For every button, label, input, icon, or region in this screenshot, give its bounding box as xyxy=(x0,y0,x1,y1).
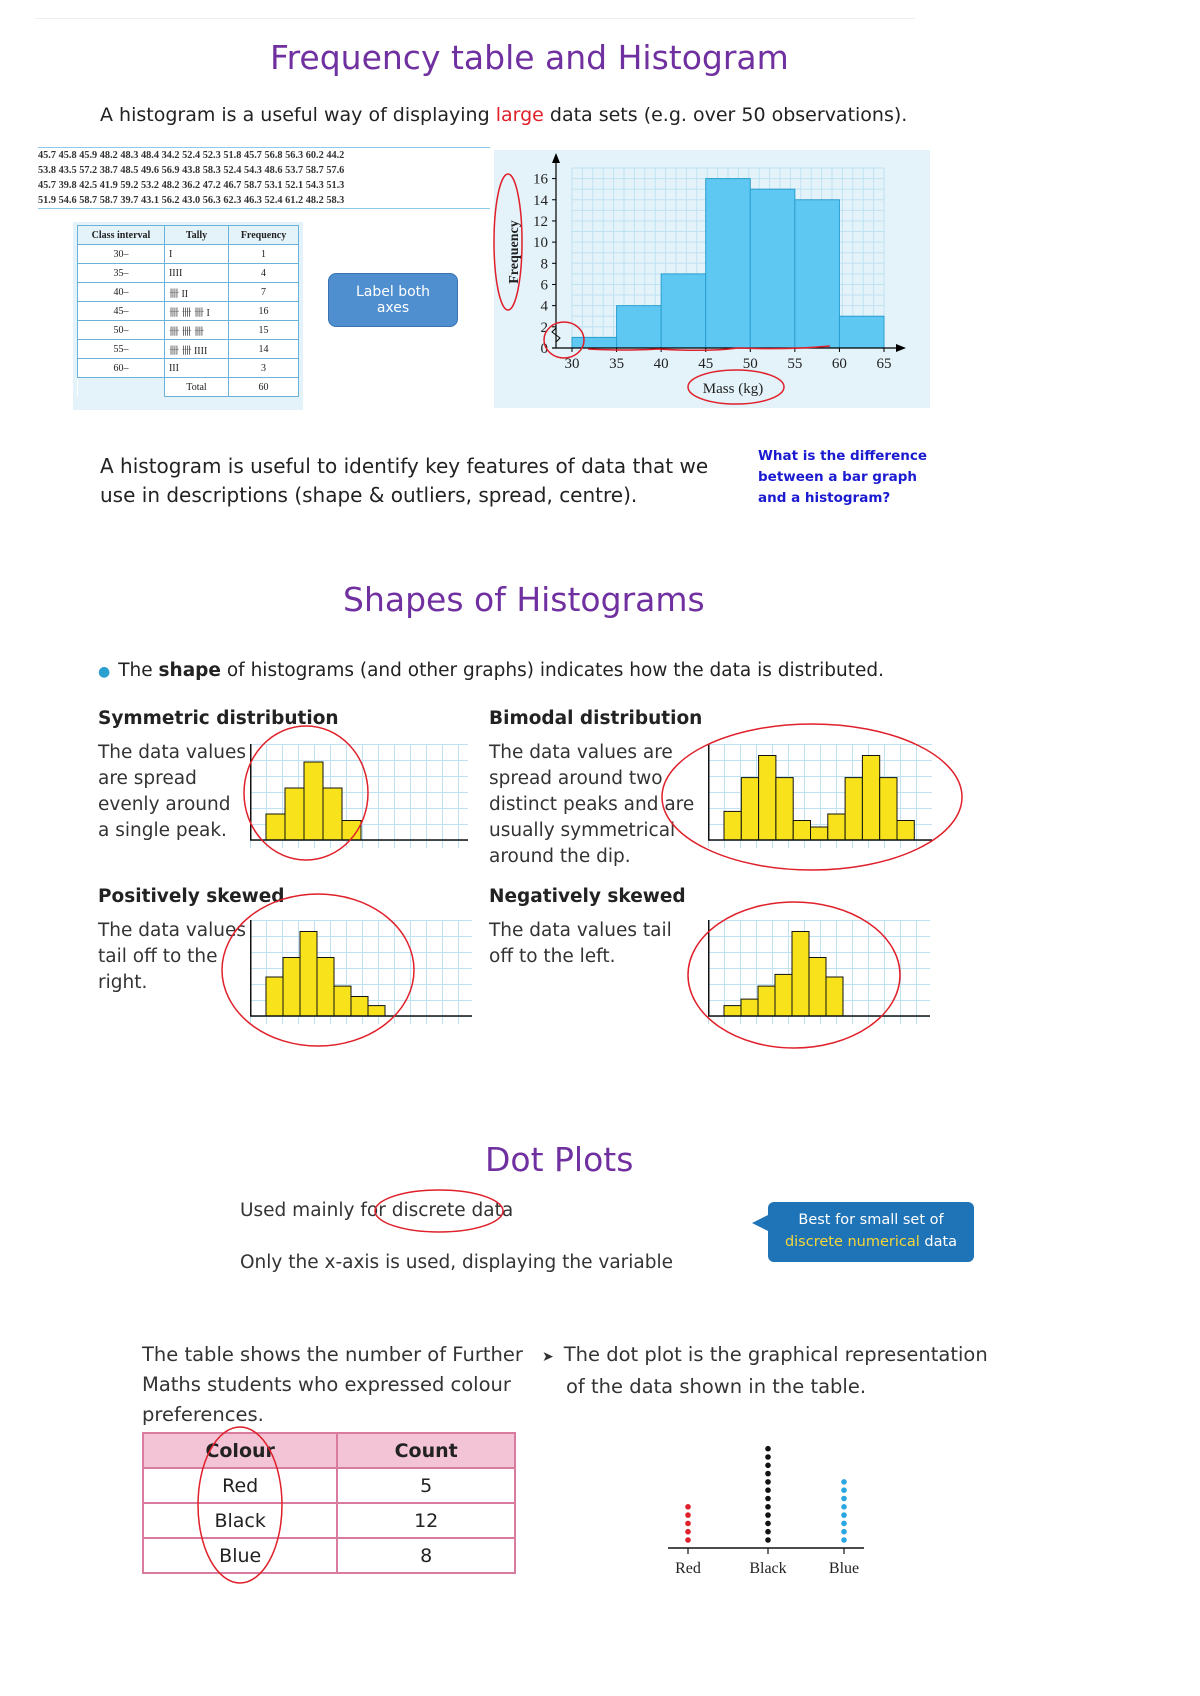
cell-frequency: 1 xyxy=(229,245,299,264)
histogram-bar xyxy=(811,827,828,840)
y-tick-label: 8 xyxy=(540,256,548,273)
y-axis-label: Frequency xyxy=(507,220,522,284)
dot xyxy=(685,1504,691,1510)
table-row xyxy=(78,245,299,264)
y-axis-arrow xyxy=(552,153,560,163)
cell-frequency: 3 xyxy=(229,359,299,378)
raw-data-row: 45.7 45.8 45.9 48.2 48.3 48.4 34.2 52.4 52.3 51.8 45.7 56.8 56.3 60.2 44.2 xyxy=(38,150,345,161)
cell-count: 8 xyxy=(337,1538,515,1573)
discrete-data-line xyxy=(240,1200,513,1221)
histogram-chart xyxy=(494,150,930,408)
table-row xyxy=(78,340,299,359)
x-tick-label: 30 xyxy=(564,356,580,372)
cell-tally: III xyxy=(164,359,228,378)
cell-frequency: 15 xyxy=(229,321,299,340)
x-tick-label: 65 xyxy=(876,356,892,372)
histogram-bar xyxy=(741,999,758,1016)
positive-line: right. xyxy=(98,972,148,993)
cell-interval: 50– xyxy=(78,321,165,340)
dot xyxy=(685,1529,691,1535)
dot xyxy=(841,1529,847,1535)
callout-line-2 xyxy=(768,1231,974,1253)
cell-colour: Blue xyxy=(143,1538,337,1573)
dot xyxy=(765,1504,771,1510)
bimodal-bars xyxy=(708,744,932,848)
cell-tally: 卌 卌 卌 I xyxy=(164,302,228,321)
histogram-bar xyxy=(342,821,361,841)
y-tick-label: 14 xyxy=(533,192,548,209)
dot xyxy=(765,1529,771,1535)
bimodal-line: usually symmetrical xyxy=(489,820,676,841)
histogram-bar xyxy=(300,932,317,1017)
cell-interval: 35– xyxy=(78,264,165,283)
category-label: Blue xyxy=(828,1560,860,1577)
symmetric-line: a single peak. xyxy=(98,820,227,841)
category-label: Red xyxy=(675,1560,701,1577)
dot xyxy=(841,1479,847,1485)
histogram-bar xyxy=(792,932,809,1017)
features-line-2: use in descriptions (shape & outliers, spread, centre). xyxy=(100,483,638,507)
intro-after: data sets (e.g. over 50 observations). xyxy=(543,104,908,126)
dot xyxy=(765,1487,771,1493)
bullet-after: of histograms (and other graphs) indicates how the data is distributed. xyxy=(220,660,885,681)
callout-pointer xyxy=(752,1215,768,1231)
bimodal-heading: Bimodal distribution xyxy=(489,708,703,729)
x-tick-label: 45 xyxy=(698,356,714,372)
cell-count: 5 xyxy=(337,1468,515,1503)
y-tick-label: 12 xyxy=(533,213,548,230)
positive-line: tail off to the xyxy=(98,946,218,967)
histogram-bar xyxy=(283,958,300,1017)
section-title-frequency: Frequency table and Histogram xyxy=(270,38,789,77)
raw-data-row: 45.7 39.8 42.5 41.9 59.2 53.2 48.2 36.2 47.2 46.7 58.7 53.1 52.1 54.3 51.3 xyxy=(38,180,345,191)
x-axis-label: Mass (kg) xyxy=(702,381,764,397)
dotplot-text-1: The dot plot is the graphical representation xyxy=(563,1343,988,1366)
symmetric-bars xyxy=(250,744,468,848)
histogram-bar xyxy=(880,778,897,840)
cell-frequency: 4 xyxy=(229,264,299,283)
symmetric-line: are spread xyxy=(98,768,197,789)
table-desc-line: The table shows the number of Further xyxy=(142,1343,523,1366)
table-desc-line: Maths students who expressed colour xyxy=(142,1373,511,1396)
bimodal-histogram xyxy=(708,744,932,848)
callout-highlight: discrete numerical xyxy=(784,1234,920,1250)
callout-line-1: Best for small set of xyxy=(798,1212,944,1228)
discrete-callout xyxy=(768,1202,974,1262)
cell-tally: IIII xyxy=(164,264,228,283)
header-tally: Tally xyxy=(164,226,228,245)
dot xyxy=(765,1454,771,1460)
header-class-interval: Class interval xyxy=(78,226,165,245)
line1-before: Used mainly for xyxy=(240,1200,392,1221)
histogram-bar xyxy=(828,814,845,840)
cell-colour: Red xyxy=(143,1468,337,1503)
dot xyxy=(841,1512,847,1518)
table-row xyxy=(78,283,299,302)
cell-empty xyxy=(78,378,165,397)
histogram-bar xyxy=(775,974,792,1016)
histogram-bar xyxy=(706,179,751,348)
cell-frequency: 7 xyxy=(229,283,299,302)
histogram-intro xyxy=(100,104,907,126)
arrow-bullet-icon: ➤ xyxy=(542,1349,554,1365)
header-colour: Colour xyxy=(143,1433,337,1468)
dot xyxy=(841,1496,847,1502)
bar-vs-histogram-question xyxy=(758,446,927,509)
histogram-bar xyxy=(826,977,843,1016)
cell-frequency: 14 xyxy=(229,340,299,359)
header-count: Count xyxy=(337,1433,515,1468)
histogram-bar xyxy=(724,811,741,840)
header-frequency: Frequency xyxy=(229,226,299,245)
y-tick-label: 16 xyxy=(533,171,548,188)
dot xyxy=(685,1521,691,1527)
histogram-bar xyxy=(845,778,862,840)
histogram-bar xyxy=(862,756,879,841)
dot xyxy=(841,1521,847,1527)
dot xyxy=(765,1512,771,1518)
dotplot-line-1 xyxy=(542,1340,988,1372)
shape-bullet xyxy=(98,660,884,681)
negative-line: The data values tail xyxy=(489,920,672,941)
histogram-bar xyxy=(758,986,775,1016)
histogram-bar xyxy=(776,778,793,840)
question-line-1: What is the difference xyxy=(758,448,928,464)
colour-table xyxy=(142,1432,516,1574)
features-line-1: A histogram is useful to identify key features of data that we xyxy=(100,454,709,478)
symmetric-heading: Symmetric distribution xyxy=(98,708,339,729)
histogram-bar xyxy=(351,997,368,1017)
histogram-bar xyxy=(617,306,662,348)
symmetric-description xyxy=(98,740,246,844)
category-label: Black xyxy=(749,1560,787,1577)
section-title-dot-plots: Dot Plots xyxy=(485,1140,634,1179)
line1-circled: discrete data xyxy=(391,1200,514,1221)
x-tick-label: 50 xyxy=(742,356,758,372)
bimodal-line: The data values are xyxy=(489,742,673,763)
negative-heading: Negatively skewed xyxy=(489,886,686,907)
table-row xyxy=(78,264,299,283)
raw-data-block xyxy=(38,147,490,209)
histogram-bar xyxy=(317,958,334,1017)
table-description xyxy=(142,1340,523,1430)
histogram-bar xyxy=(897,821,914,841)
cell-frequency: 16 xyxy=(229,302,299,321)
label-axes-text: Label both axes xyxy=(355,284,431,316)
positive-histogram xyxy=(250,920,472,1024)
cell-count: 12 xyxy=(337,1503,515,1538)
dot xyxy=(765,1471,771,1477)
x-tick-label: 40 xyxy=(653,356,669,372)
cell-interval: 60– xyxy=(78,359,165,378)
table-row xyxy=(143,1503,515,1538)
top-rule xyxy=(35,18,915,19)
dot xyxy=(765,1521,771,1527)
section-title-shapes: Shapes of Histograms xyxy=(343,580,705,619)
dotplot-line-2: of the data shown in the table. xyxy=(566,1375,867,1398)
positive-bars xyxy=(250,920,472,1024)
x-axis-arrow xyxy=(896,344,906,352)
y-tick-label: 2 xyxy=(540,319,548,336)
histogram-bar xyxy=(809,958,826,1017)
cell-tally: 卌 II xyxy=(164,283,228,302)
histogram-bar xyxy=(839,316,884,348)
frequency-table-panel xyxy=(73,222,303,410)
negative-histogram xyxy=(708,920,930,1024)
negative-description xyxy=(489,918,672,970)
y-tick-label: 0 xyxy=(540,341,548,357)
cell-interval: 40– xyxy=(78,283,165,302)
cell-tally: 卌 卌 IIII xyxy=(164,340,228,359)
histogram-bar xyxy=(368,1006,385,1016)
histogram-bar xyxy=(334,986,351,1016)
question-line-2: between a bar graph xyxy=(758,469,918,485)
histogram-bar xyxy=(304,762,323,840)
positive-line: The data values xyxy=(98,920,247,941)
table-row xyxy=(143,1468,515,1503)
symmetric-line: evenly around xyxy=(98,794,231,815)
histogram-bar xyxy=(266,977,283,1016)
histogram-bar xyxy=(795,200,840,348)
y-tick-label: 4 xyxy=(540,298,548,315)
dot xyxy=(685,1512,691,1518)
frequency-table xyxy=(77,225,299,397)
x-tick-label: 60 xyxy=(831,356,847,372)
histogram-bar xyxy=(793,821,810,841)
histogram-panel xyxy=(494,150,930,408)
histogram-bar xyxy=(661,274,706,348)
positive-description xyxy=(98,918,246,996)
dot xyxy=(765,1479,771,1485)
bullet-dot: ● xyxy=(98,664,111,680)
dot xyxy=(841,1504,847,1510)
bimodal-description xyxy=(489,740,694,870)
y-tick-label: 10 xyxy=(533,235,548,252)
cell-interval: 30– xyxy=(78,245,165,264)
x-tick-label: 55 xyxy=(787,356,803,372)
dot xyxy=(765,1463,771,1469)
bullet-bold: shape xyxy=(158,660,221,681)
dot-plot-chart xyxy=(650,1400,890,1600)
histogram-bar xyxy=(741,778,758,840)
cell-interval: 55– xyxy=(78,340,165,359)
symmetric-line: The data values xyxy=(98,742,247,763)
question-line-3: and a histogram? xyxy=(758,490,891,506)
negative-line: off to the left. xyxy=(489,946,616,967)
negative-bars xyxy=(708,920,930,1024)
x-tick-label: 35 xyxy=(609,356,625,372)
bimodal-line: spread around two xyxy=(489,768,663,789)
table-row xyxy=(78,321,299,340)
dotplot-description xyxy=(542,1340,988,1402)
features-text xyxy=(100,452,708,510)
bimodal-line: distinct peaks and are xyxy=(489,794,695,815)
histogram-bar xyxy=(323,788,342,840)
dot xyxy=(765,1496,771,1502)
callout-after: data xyxy=(919,1234,958,1250)
raw-data-row: 53.8 43.5 57.2 38.7 48.5 49.6 56.9 43.8 58.3 52.4 54.3 48.6 53.7 58.7 57.6 xyxy=(38,165,345,176)
table-row xyxy=(78,302,299,321)
positive-heading: Positively skewed xyxy=(98,886,285,907)
table-row xyxy=(143,1538,515,1573)
dot xyxy=(765,1446,771,1452)
dot xyxy=(685,1537,691,1543)
intro-before: A histogram is a useful way of displaying xyxy=(100,104,496,126)
cell-interval: 45– xyxy=(78,302,165,321)
cell-total-value: 60 xyxy=(229,378,299,397)
histogram-bar xyxy=(750,189,795,348)
histogram-bar xyxy=(285,788,304,840)
table-desc-line: preferences. xyxy=(142,1403,264,1426)
table-row xyxy=(78,359,299,378)
bimodal-line: around the dip. xyxy=(489,846,631,867)
dot xyxy=(765,1537,771,1543)
dot xyxy=(841,1487,847,1493)
table-total-row xyxy=(78,378,299,397)
y-tick-label: 6 xyxy=(540,277,548,294)
cell-tally: 卌 卌 卌 xyxy=(164,321,228,340)
label-axes-callout xyxy=(328,273,458,327)
intro-highlight: large xyxy=(495,104,544,126)
cell-tally: I xyxy=(164,245,228,264)
raw-data-row: 51.9 54.6 58.7 58.7 39.7 43.1 56.2 43.0 56.3 62.3 46.3 52.4 61.2 48.2 58.3 xyxy=(38,195,345,206)
x-axis-line: Only the x-axis is used, displaying the variable xyxy=(240,1252,674,1273)
cell-colour: Black xyxy=(143,1503,337,1538)
cell-total-label: Total xyxy=(164,378,228,397)
histogram-bar xyxy=(266,814,285,840)
histogram-bar xyxy=(724,1006,741,1016)
dot xyxy=(841,1537,847,1543)
bullet-before: The xyxy=(118,660,159,681)
symmetric-histogram xyxy=(250,744,468,848)
histogram-bar xyxy=(759,756,776,841)
histogram-bar xyxy=(572,337,617,348)
